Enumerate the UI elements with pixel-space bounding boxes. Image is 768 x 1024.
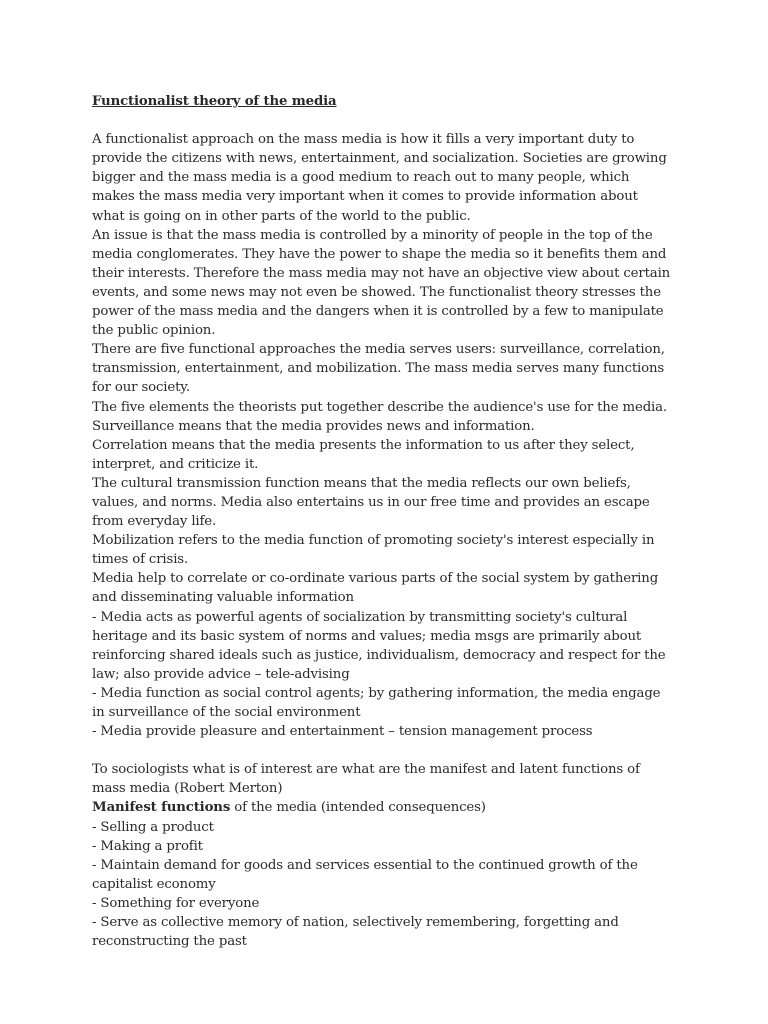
- paragraph-socialization-agents: - Media acts as powerful agents of socialization by transmitting society's cultural heritage and its basic system of norms and values; media msgs are primarily about reinforcing shared ideals such as justice, individualism, democracy and respect for the law; also provide advice – tele-advising: [92, 609, 666, 682]
- list-item: - Making a profit: [92, 838, 203, 854]
- paragraph-five-elements: The five elements the theorists put together describe the audience's use for the media.: [92, 399, 668, 415]
- paragraph-correlate-coordinate: Media help to correlate or co-ordinate various parts of the social system by gathering and disseminating valuable information: [92, 571, 659, 606]
- paragraph-entertainment: - Media provide pleasure and entertainment – tension management process: [92, 724, 593, 740]
- paragraph-issue: An issue is that the mass media is controlled by a minority of people in the top of the media conglomerates. They have the power to shape the media so it benefits them and their interests. Therefore the mass media may not have an objective view about certain events, and some news may not even be showed. The functionalist theory stresses the power of the mass media and the dangers when it is controlled by a few to manipulate the public opinion.: [92, 227, 671, 339]
- list-item: - Serve as collective memory of nation, selectively remembering, forgetting and reconstructing the past: [92, 915, 619, 950]
- paragraph-correlation: Correlation means that the media presents the information to us after they select, interpret, and criticize it.: [92, 437, 635, 472]
- paragraph-functionalist-approach: A functionalist approach on the mass media is how it fills a very important duty to provide the citizens with news, entertainment, and socialization. Societies are growing bigger and the mass media is a good medium to reach out to many people, which makes the mass media very important when it comes to provide information about what is going on in other parts of the world to the public.: [92, 132, 667, 224]
- list-item: - Something for everyone: [92, 895, 260, 911]
- blank-line: [92, 741, 672, 760]
- paragraph-social-control: - Media function as social control agents; by gathering information, the media engage in surveillance of the social environment: [92, 685, 661, 720]
- manifest-functions-heading: [92, 798, 672, 817]
- manifest-functions-subtitle: of the media (intended consequences): [230, 800, 486, 816]
- paragraph-mobilization: Mobilization refers to the media function of promoting society's interest especially in times of crisis.: [92, 533, 655, 568]
- paragraph-cultural-transmission: The cultural transmission function means that the media reflects our own beliefs, values, and norms. Media also entertains us in our free time and provides an escape from everyday life.: [92, 475, 650, 530]
- document-title: Functionalist theory of the media: [92, 94, 337, 109]
- list-item: - Selling a product: [92, 819, 214, 835]
- manifest-functions-label: Manifest functions: [92, 800, 231, 816]
- paragraph-five-approaches: There are five functional approaches the media serves users: surveillance, correlation, transmission, entertainment, and mobilization. The mass media serves many functions for our society.: [92, 342, 665, 396]
- paragraph-surveillance: Surveillance means that the media provides news and information.: [92, 418, 535, 434]
- paragraph-merton-intro: To sociologists what is of interest are what are the manifest and latent functions of mass media (Robert Merton): [92, 762, 640, 797]
- list-item: - Maintain demand for goods and services essential to the continued growth of the capitalist economy: [92, 857, 638, 892]
